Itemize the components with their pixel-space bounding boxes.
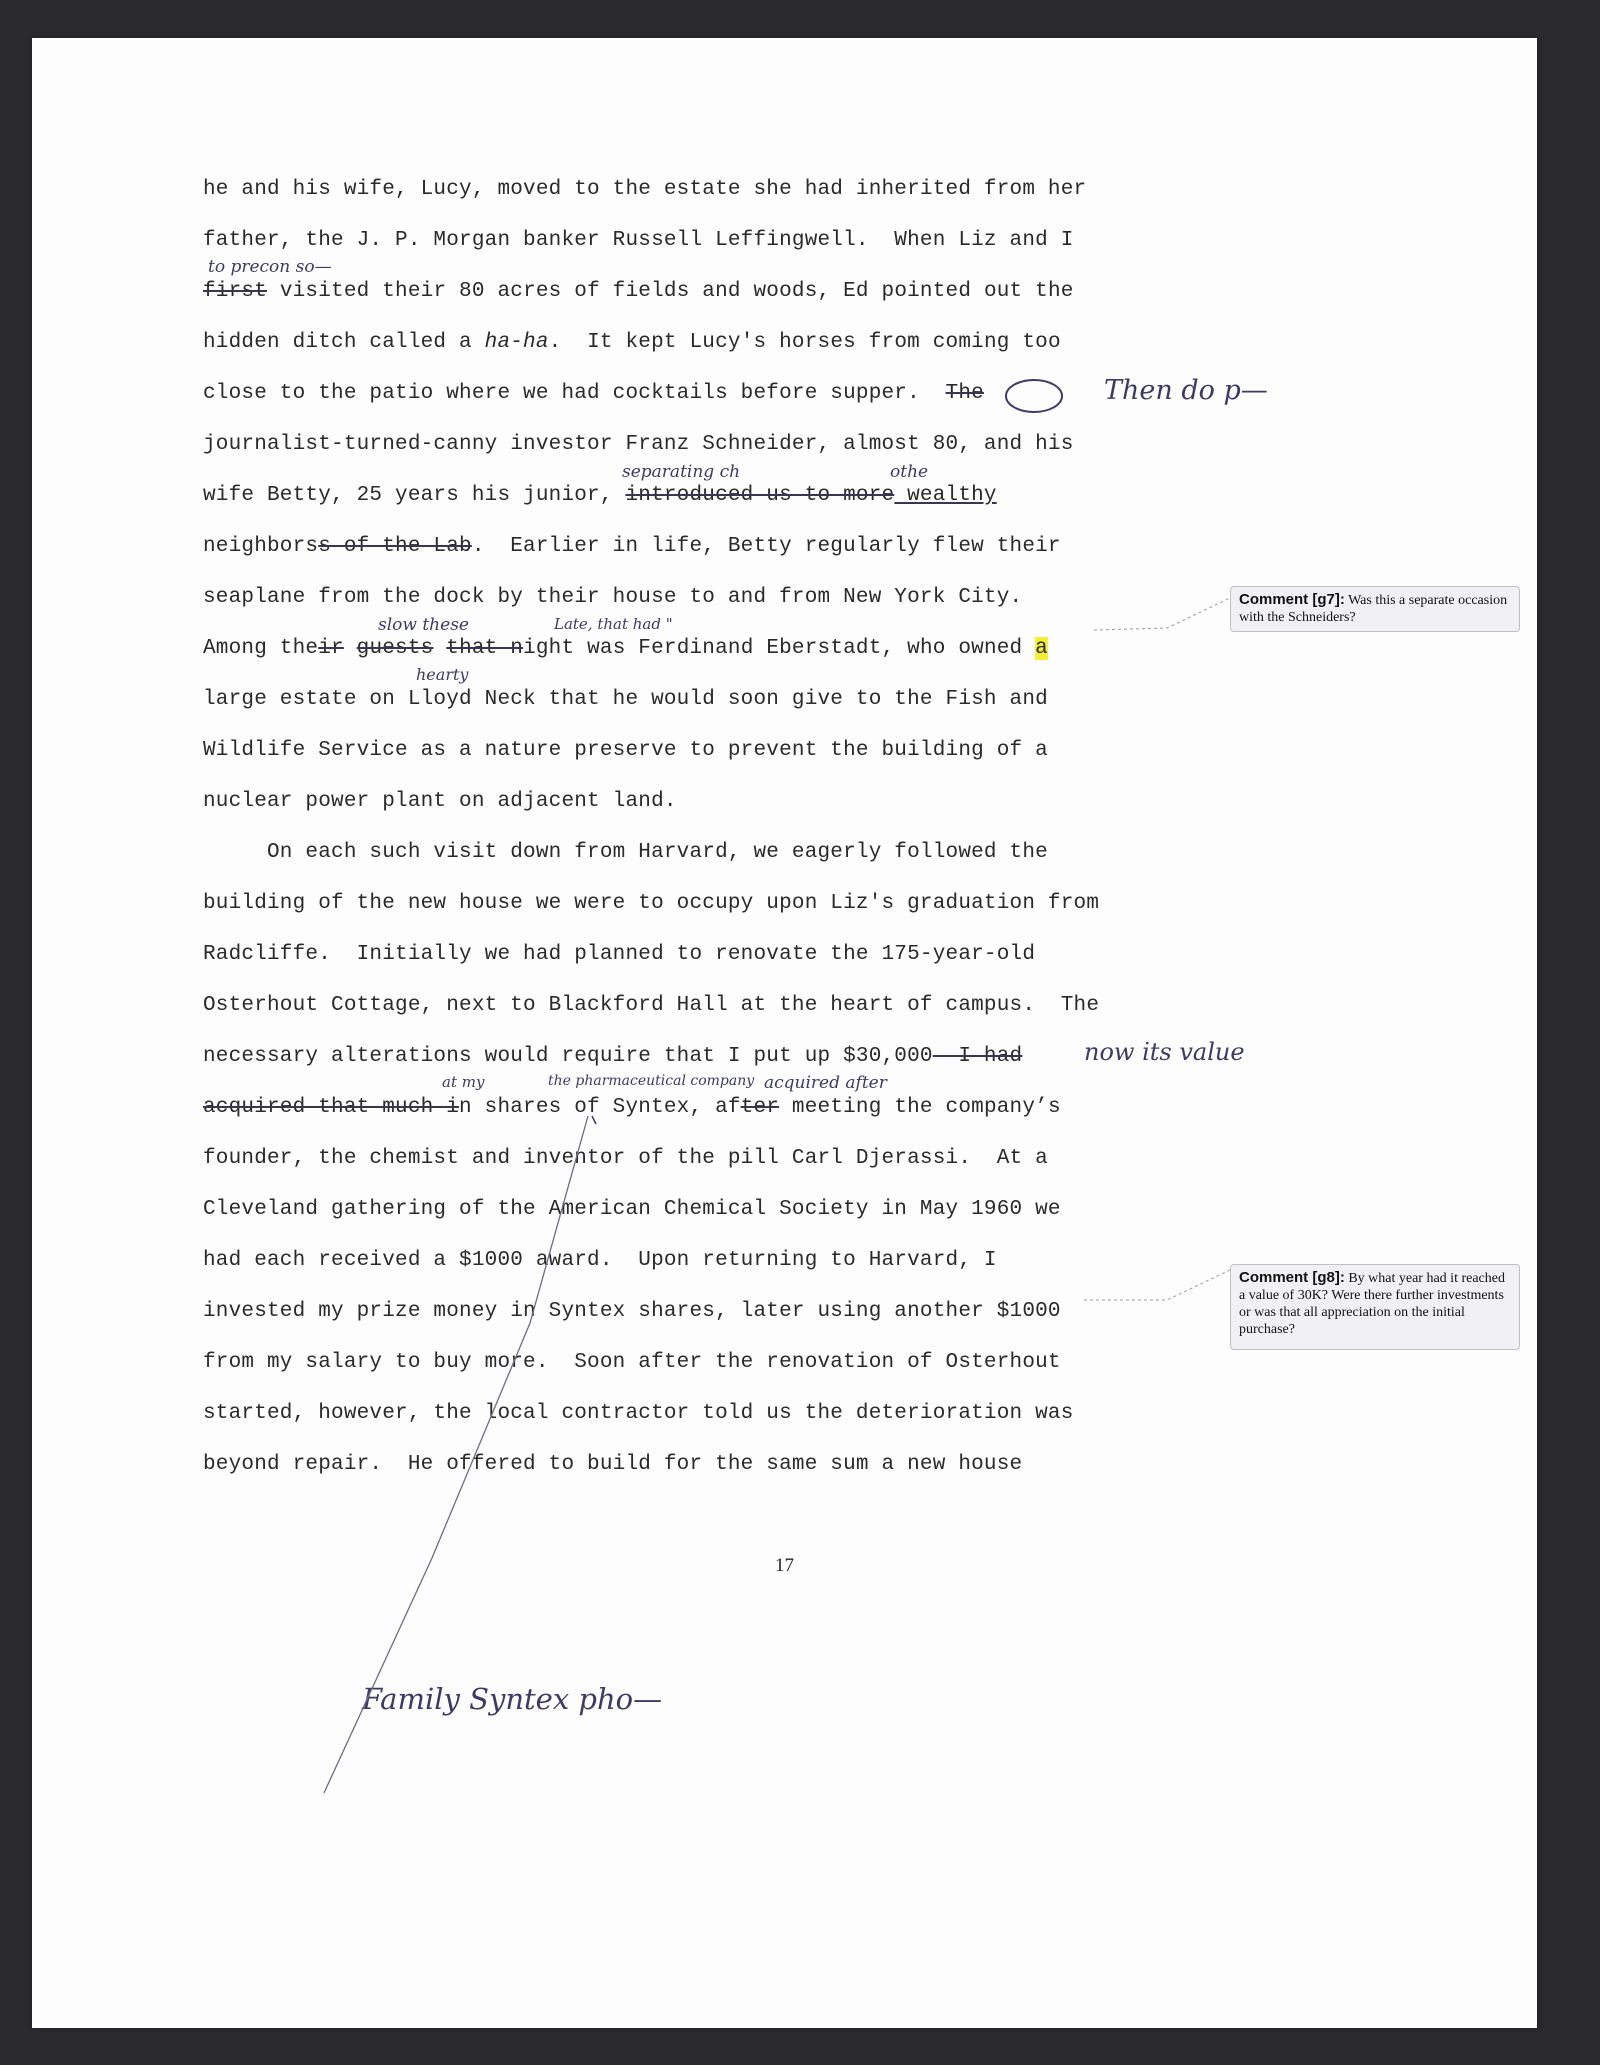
struck-word: first bbox=[203, 280, 268, 303]
handwritten-note: separating ch bbox=[622, 462, 741, 482]
handwritten-note: now its value bbox=[1084, 1038, 1245, 1066]
page-number: 17 bbox=[775, 1555, 794, 1576]
text-line: started, however, the local contractor told us the deterioration was bbox=[203, 1402, 1074, 1425]
struck-word: ter bbox=[740, 1096, 780, 1119]
text-line: father, the J. P. Morgan banker Russell Leffingwell. When Liz and I bbox=[203, 229, 1074, 252]
caret-mark bbox=[592, 1116, 596, 1124]
text-line: On each such visit down from Harvard, we eagerly followed the bbox=[203, 841, 1048, 864]
handwritten-note: the pharmaceutical company bbox=[548, 1073, 755, 1089]
comment-tag: Comment [g8]: bbox=[1239, 1269, 1345, 1286]
highlighted-word: a bbox=[1035, 637, 1048, 660]
text-line: wife Betty, 25 years his junior, introduced us to more wealthy bbox=[203, 484, 997, 507]
circle-mark bbox=[1006, 380, 1062, 412]
text-line: Among their guests that night was Ferdinand Eberstadt, who owned a bbox=[203, 637, 1048, 660]
comment-text: By what year had it reached a value of 30K? Were there further investments or was that all appreciation on the initial purchase? bbox=[1239, 1271, 1505, 1337]
text-line: had each received a $1000 award. Upon returning to Harvard, I bbox=[203, 1249, 997, 1272]
struck-phrase: I had bbox=[932, 1045, 1023, 1068]
comment-tag: Comment [g7]: bbox=[1239, 591, 1345, 608]
text-line: seaplane from the dock by their house to and from New York City. bbox=[203, 586, 1023, 609]
struck-word: ir bbox=[318, 637, 344, 660]
comment-balloon[interactable] bbox=[1230, 1264, 1520, 1350]
insertion-line bbox=[324, 1116, 588, 1793]
text-line: founder, the chemist and inventor of the pill Carl Djerassi. At a bbox=[203, 1147, 1048, 1170]
comment-leader bbox=[1084, 1270, 1230, 1300]
text-line: first visited their 80 acres of fields and woods, Ed pointed out the bbox=[203, 280, 1074, 303]
handwritten-note: to precon so— bbox=[208, 257, 332, 277]
text-line: hidden ditch called a ha-ha. It kept Lucy's horses from coming too bbox=[203, 331, 1061, 354]
handwritten-note: Then do p— bbox=[1104, 375, 1268, 406]
text-line: nuclear power plant on adjacent land. bbox=[203, 790, 677, 813]
text-line: building of the new house we were to occupy upon Liz's graduation from bbox=[203, 892, 1100, 915]
comment-balloon[interactable] bbox=[1230, 586, 1520, 632]
struck-phrase: introduced us to more bbox=[625, 484, 895, 507]
handwritten-note: othe bbox=[890, 462, 929, 482]
pen-marks bbox=[32, 38, 1537, 2028]
handwritten-note: Family Syntex pho— bbox=[362, 1682, 663, 1716]
struck-phrase: s of the Lab bbox=[318, 535, 472, 558]
handwritten-note: Late, that had " bbox=[554, 615, 673, 633]
comment-leader bbox=[1094, 598, 1230, 630]
handwritten-note: acquired after bbox=[764, 1073, 887, 1093]
struck-word: The bbox=[945, 382, 984, 405]
text-line: acquired that much in shares of Syntex, after meeting the company’s bbox=[203, 1096, 1061, 1119]
handwritten-note: hearty bbox=[416, 665, 469, 684]
text-line: Wildlife Service as a nature preserve to prevent the building of a bbox=[203, 739, 1048, 762]
text-line: neighborss of the Lab. Earlier in life, Betty regularly flew their bbox=[203, 535, 1061, 558]
struck-phrase: acquired that much i bbox=[203, 1096, 460, 1119]
text-line: Cleveland gathering of the American Chemical Society in May 1960 we bbox=[203, 1198, 1061, 1221]
text-line: beyond repair. He offered to build for the same sum a new house bbox=[203, 1453, 1023, 1476]
struck-word: guests bbox=[356, 637, 434, 660]
text-line: he and his wife, Lucy, moved to the estate she had inherited from her bbox=[203, 178, 1087, 201]
text-line: journalist-turned-canny investor Franz Schneider, almost 80, and his bbox=[203, 433, 1074, 456]
handwritten-note: slow these bbox=[378, 615, 469, 635]
text-line: close to the patio where we had cocktails before supper. The bbox=[203, 382, 984, 405]
text-line: large estate on Lloyd Neck that he would soon give to the Fish and bbox=[203, 688, 1048, 711]
text-line: necessary alterations would require that I put up $30,000 I had bbox=[203, 1045, 1023, 1068]
comment-text: Was this a separate occasion with the Schneiders? bbox=[1239, 593, 1508, 625]
struck-word: that n bbox=[446, 637, 524, 660]
text-line: from my salary to buy more. Soon after the renovation of Osterhout bbox=[203, 1351, 1061, 1374]
italic-term: ha-ha bbox=[484, 331, 549, 354]
text-line: Radcliffe. Initially we had planned to renovate the 175-year-old bbox=[203, 943, 1036, 966]
text-line: invested my prize money in Syntex shares, later using another $1000 bbox=[203, 1300, 1061, 1323]
handwritten-note: at my bbox=[442, 1073, 485, 1091]
manuscript-page bbox=[32, 38, 1537, 2028]
text-line: Osterhout Cottage, next to Blackford Hall at the heart of campus. The bbox=[203, 994, 1100, 1017]
